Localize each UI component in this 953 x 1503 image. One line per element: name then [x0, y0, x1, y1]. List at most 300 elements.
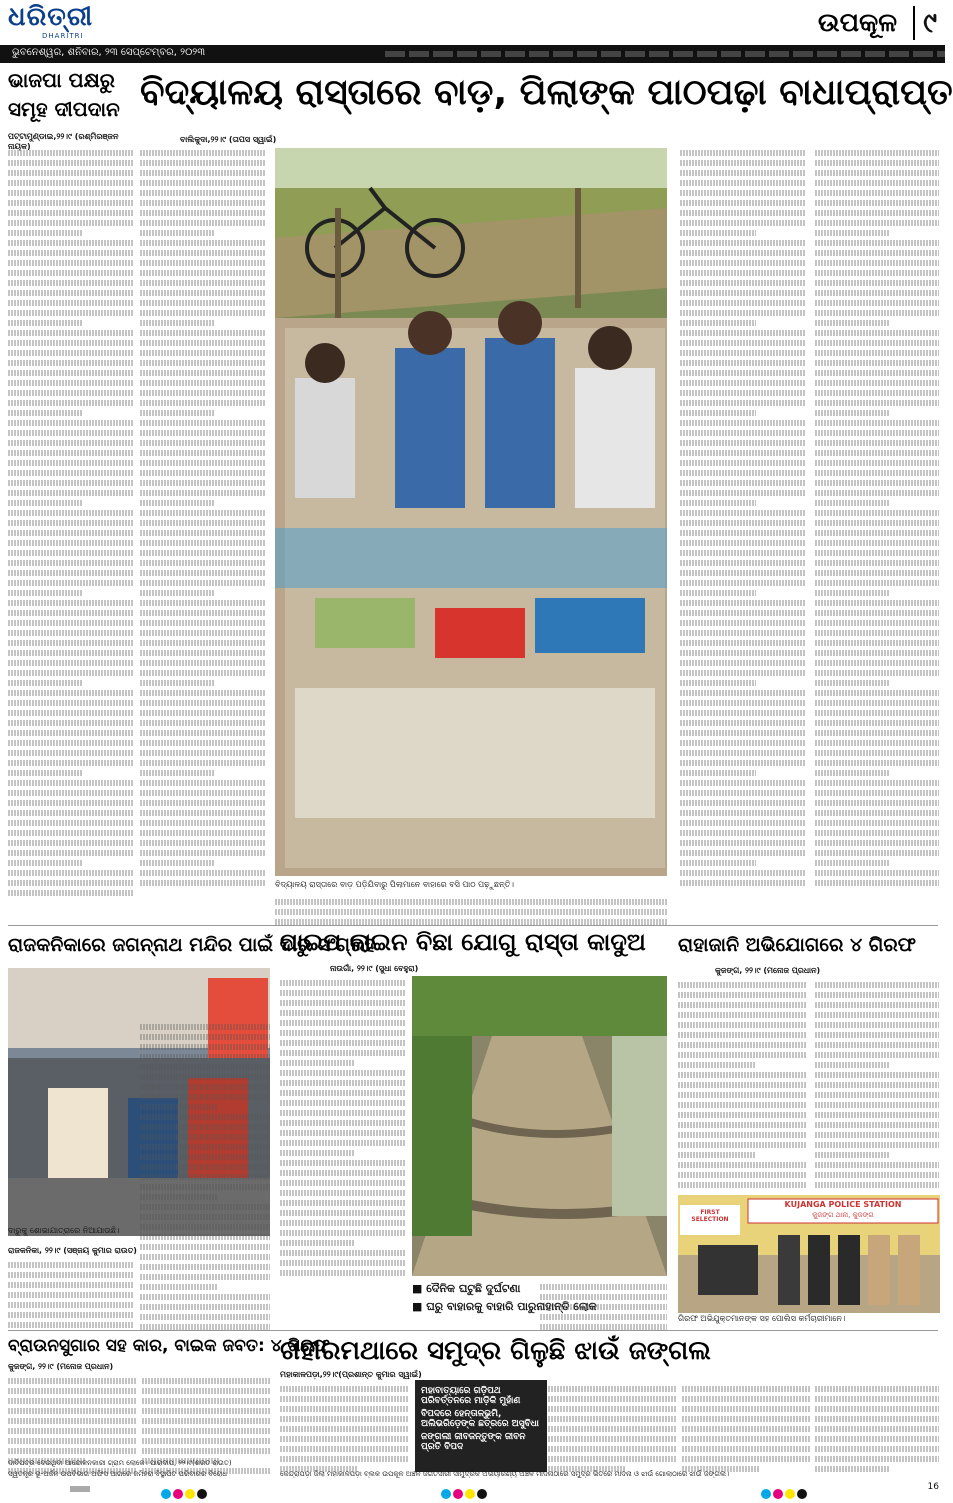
text-line [8, 370, 133, 376]
land-caption: ଦାବିପତ୍ର ଦେଉଥିବା ଆନ୍ଦୋଳନକାରୀ ଗ୍ରାମ ଲୋକେ। [8, 1459, 148, 1467]
text-line [815, 610, 939, 616]
school-headline: ବିଦ୍ୟାଳୟ ରାସ୍ତାରେ ବାଡ଼, ପିଲାଙ୍କ ପାଠପଢ଼ା ବାଧାପ୍ରାପ୍ତ [140, 72, 953, 113]
text-line [280, 1456, 408, 1462]
robbery-headline: ରାହାଜାନି ଅଭିଯୋଗରେ ୪ ଗିରଫ [678, 934, 916, 956]
text-line [275, 909, 667, 915]
text-line [678, 1122, 806, 1128]
land-byline: ପାରାଦୀପ, ୨୨।୯(ଶରତ ରାଉତ) [149, 1459, 232, 1467]
color-dots-3 [760, 1484, 808, 1503]
text-line [140, 170, 265, 176]
text-line [140, 720, 265, 726]
pipeline-bullet-2-text: ଘରୁ ବାହାରକୁ ବାହାରି ପାରୁନାହାନ୍ତି ଲୋକ [426, 1300, 597, 1313]
text-line [680, 710, 806, 716]
text-line [815, 250, 939, 256]
text-line [8, 630, 133, 636]
police-station-sign: KUJANGA POLICE STATION [784, 1200, 902, 1209]
text-line [682, 1426, 810, 1432]
logo-text: ଧରିତ୍ରୀ [8, 2, 94, 32]
text-line [678, 1032, 806, 1038]
text-line [140, 1064, 270, 1070]
text-line [815, 750, 939, 756]
text-line [680, 320, 756, 326]
text-line [140, 740, 265, 746]
text-line [8, 330, 133, 336]
text-line [140, 210, 265, 216]
text-line [680, 210, 806, 216]
text-line [142, 1448, 270, 1454]
text-line [280, 1406, 408, 1412]
text-line [680, 310, 806, 316]
text-line [8, 1398, 136, 1404]
text-line [678, 1102, 806, 1108]
jagannath-caption: ଦାରୁକୁ ଶୋଭାଯାତ୍ରାରେ ନିଆଯାଉଛି। [8, 1226, 120, 1235]
mangrove-caption-2: ସମୁଦ୍ର ଭିତରେ ମାଦନା ଓ ଝାଉଁ ଗୋଲାଠାରେ ଝାଉଁ ଜଙ୍ଗଲ। [570, 1470, 730, 1478]
text-line [815, 780, 939, 786]
text-line [680, 490, 806, 496]
text-line [8, 1262, 133, 1268]
text-line [815, 180, 939, 186]
text-line [540, 1314, 667, 1320]
text-line [815, 470, 939, 476]
divider-2 [8, 1330, 938, 1331]
text-line [680, 470, 806, 476]
text-line [140, 400, 265, 406]
text-line [815, 982, 939, 988]
text-line [680, 230, 756, 236]
text-line [140, 390, 265, 396]
text-line [142, 1398, 270, 1404]
text-line [140, 690, 265, 696]
text-line [815, 590, 889, 596]
text-line [8, 650, 133, 656]
text-line [680, 670, 806, 676]
text-line [280, 1386, 408, 1392]
text-line [540, 1304, 667, 1310]
school-byline: ବାଲିକୁଦା,୨୨।୯ (ତାପସ ସ୍ୱାଇଁ) [180, 135, 277, 144]
text-line [280, 1160, 405, 1166]
text-line [815, 1406, 939, 1412]
text-line [140, 300, 265, 306]
text-line [815, 630, 939, 636]
text-line [140, 580, 265, 586]
text-line [815, 440, 939, 446]
text-line [280, 1180, 405, 1186]
magenta-dot-2 [453, 1489, 463, 1499]
text-line [815, 640, 939, 646]
text-line [140, 1154, 270, 1160]
text-line [815, 280, 939, 286]
text-line [682, 1386, 810, 1392]
reg-mark-1 [70, 1486, 90, 1492]
text-line [140, 1134, 270, 1140]
text-line [140, 510, 265, 516]
text-line [680, 870, 806, 876]
text-line [280, 1200, 405, 1206]
text-line [8, 600, 133, 606]
text-line [680, 240, 806, 246]
text-line [280, 1416, 408, 1422]
text-line [8, 360, 133, 366]
text-line [680, 690, 806, 696]
text-line [8, 750, 133, 756]
text-line [140, 700, 265, 706]
text-line [678, 1052, 806, 1058]
text-line [815, 220, 939, 226]
text-line [815, 400, 939, 406]
text-line [140, 1224, 270, 1230]
text-line [680, 850, 806, 856]
school-photo-svg [275, 148, 667, 876]
text-line [680, 830, 806, 836]
text-line [680, 450, 806, 456]
text-line [8, 180, 133, 186]
text-line [140, 570, 265, 576]
text-line [280, 980, 405, 986]
text-line [680, 370, 806, 376]
bjp-headline-2: ସମୂହ ଦୀପଦାନ [8, 97, 120, 121]
text-line [140, 880, 265, 886]
text-line [678, 1152, 755, 1158]
text-line [680, 360, 806, 366]
color-dots-2 [440, 1484, 488, 1503]
text-line [680, 650, 806, 656]
pipeline-bullet-2: ■ ଘରୁ ବାହାରକୁ ବାହାରି ପାରୁନାହାନ୍ତି ଲୋକ [412, 1300, 597, 1313]
text-line [8, 350, 133, 356]
text-line [815, 1162, 939, 1168]
mangrove-headline: ଗହୀରମଥାରେ ସମୁଦ୍ର ଗିଳୁଛି ଝାଉଁ ଜଙ୍ଗଲ [280, 1336, 711, 1366]
text-line [8, 460, 133, 466]
mangrove-body-3 [682, 1382, 810, 1474]
text-line [8, 300, 133, 306]
text-line [280, 1426, 408, 1432]
text-line [8, 640, 133, 646]
text-line [680, 640, 806, 646]
text-line [815, 880, 939, 886]
text-line [8, 830, 133, 836]
text-line [815, 870, 939, 876]
text-line [8, 420, 133, 426]
text-line [815, 520, 939, 526]
text-line [8, 800, 133, 806]
text-line [815, 1122, 939, 1128]
text-line [680, 500, 756, 506]
text-line [8, 860, 83, 866]
text-line [815, 680, 889, 686]
text-line [680, 270, 806, 276]
text-line [140, 280, 265, 286]
text-line [140, 1194, 218, 1200]
jagannath-body-2 [140, 1020, 270, 1330]
text-line [8, 560, 133, 566]
text-line [8, 150, 133, 156]
text-line [140, 1244, 270, 1250]
text-line [140, 1034, 270, 1040]
text-line [815, 170, 939, 176]
text-line [8, 730, 133, 736]
cyan-dot [161, 1489, 171, 1499]
yellow-dot-3 [785, 1489, 795, 1499]
text-line [8, 720, 133, 726]
text-line [140, 430, 265, 436]
text-line [682, 1456, 810, 1462]
yellow-dot-2 [465, 1489, 475, 1499]
text-line [680, 730, 806, 736]
text-line [8, 770, 83, 776]
text-line [140, 1144, 270, 1150]
text-line [680, 880, 806, 886]
text-line [815, 830, 939, 836]
text-line [280, 1170, 405, 1176]
text-line [8, 240, 133, 246]
text-line [815, 992, 939, 998]
land-headline-2: ଜମିହରା ବିସ୍ଥାପିତ ପରିବାରର ବିରୋଧ [133, 1470, 227, 1478]
text-line [280, 1100, 405, 1106]
text-line [815, 1112, 939, 1118]
text-line [140, 290, 265, 296]
text-line [8, 700, 133, 706]
text-line [280, 1150, 355, 1156]
text-line [815, 1022, 939, 1028]
text-line [678, 992, 806, 998]
mangrove-caption-line [280, 1470, 940, 1479]
text-line [8, 850, 133, 856]
text-line [815, 1132, 939, 1138]
text-line [8, 590, 83, 596]
text-line [815, 560, 939, 566]
text-line [678, 1142, 806, 1148]
text-line [140, 750, 265, 756]
text-line [140, 410, 215, 416]
text-line [815, 1052, 939, 1058]
text-line [680, 660, 806, 666]
brownsugar-byline: କୁଜଙ୍ଗ, ୨୨।୯ (ମନୋଜ ପ୍ରଧାନ) [8, 1362, 114, 1371]
school-body-col3 [680, 146, 806, 886]
text-line [815, 500, 889, 506]
text-line [142, 1438, 270, 1444]
land-caption-line-2 [8, 1459, 270, 1468]
text-line [140, 770, 215, 776]
text-line [280, 990, 405, 996]
page-code: 16 [927, 1482, 939, 1492]
pipeline-bullet-1-text: ଦୈନିକ ଘଟୁଛି ଦୁର୍ଘଟଣା [426, 1282, 521, 1295]
text-line [8, 380, 133, 386]
robbery-caption: ଗିରଫ ଅଭିଯୁକ୍ତମାନଙ୍କ ସହ ପୋଲିସ କର୍ମଚାରୀମାନେ। [678, 1314, 846, 1323]
cyan-dot-3 [761, 1489, 771, 1499]
text-line [140, 1204, 270, 1210]
masthead [0, 0, 945, 44]
text-line [680, 290, 806, 296]
text-line [680, 810, 806, 816]
text-line [140, 1184, 270, 1190]
pipeline-photo [412, 976, 667, 1276]
text-line [680, 720, 806, 726]
text-line [140, 1054, 270, 1060]
text-line [678, 1182, 806, 1188]
text-line [815, 1142, 939, 1148]
text-line [140, 840, 265, 846]
text-line [548, 1436, 676, 1442]
text-line [815, 490, 939, 496]
text-line [680, 440, 806, 446]
text-line [140, 220, 265, 226]
text-line [680, 480, 806, 486]
text-line [8, 1388, 136, 1394]
text-line [8, 530, 133, 536]
text-line [548, 1406, 676, 1412]
text-line [815, 1446, 939, 1452]
text-line [815, 190, 939, 196]
text-line [678, 1042, 806, 1048]
text-line [140, 340, 265, 346]
text-line [140, 530, 265, 536]
text-line [815, 1012, 939, 1018]
text-line [815, 310, 939, 316]
text-line [8, 1438, 136, 1444]
text-line [815, 260, 939, 266]
police-station-sign-odia: କୁଜଙ୍ଗ ଥାନା, କୁଜଙ୍ଗ [812, 1211, 874, 1219]
text-line [678, 1092, 806, 1098]
text-line [815, 710, 939, 716]
text-line [8, 820, 133, 826]
divider-1 [8, 925, 938, 926]
black-dot-3 [797, 1489, 807, 1499]
text-line [8, 410, 83, 416]
text-line [678, 1062, 755, 1068]
text-line [815, 700, 939, 706]
text-line [680, 330, 806, 336]
text-line [140, 1044, 270, 1050]
text-line [140, 550, 265, 556]
text-line [815, 1182, 939, 1188]
text-line [140, 660, 265, 666]
text-line [8, 570, 133, 576]
text-line [8, 510, 133, 516]
bjp-headline-1: ଭାଜପା ପକ୍ଷରୁ [8, 68, 115, 92]
text-line [140, 470, 265, 476]
text-line [140, 330, 265, 336]
text-line [275, 899, 667, 905]
text-line [140, 1124, 270, 1130]
text-line [140, 650, 265, 656]
text-line [280, 1010, 405, 1016]
text-line [680, 680, 756, 686]
text-line [8, 580, 133, 586]
text-line [8, 550, 133, 556]
text-line [8, 170, 133, 176]
yellow-dot [185, 1489, 195, 1499]
color-dots-1 [160, 1484, 208, 1503]
pipeline-photo-svg [412, 976, 667, 1276]
text-line [678, 1162, 806, 1168]
text-line [815, 850, 939, 856]
land-caption-line [8, 1470, 270, 1479]
black-dot [197, 1489, 207, 1499]
text-line [140, 1214, 270, 1220]
text-line [815, 820, 939, 826]
text-line [142, 1388, 270, 1394]
text-line [8, 690, 133, 696]
text-line [682, 1406, 810, 1412]
text-line [140, 810, 265, 816]
text-line [140, 240, 265, 246]
text-line [8, 670, 133, 676]
text-line [140, 760, 265, 766]
text-line [8, 1282, 133, 1288]
text-line [680, 380, 806, 386]
text-line [140, 1114, 270, 1120]
text-line [140, 1234, 270, 1240]
robbery-photo [678, 1195, 940, 1313]
text-line [680, 780, 806, 786]
text-line [8, 740, 133, 746]
magenta-dot-3 [773, 1489, 783, 1499]
text-line [280, 1000, 405, 1006]
text-line [815, 450, 939, 456]
text-line [8, 780, 133, 786]
dateline-bar [0, 45, 945, 63]
text-line [815, 150, 939, 156]
text-line [140, 870, 265, 876]
text-line [140, 440, 265, 446]
text-line [8, 810, 133, 816]
text-line [140, 480, 265, 486]
mangrove-body-1 [280, 1382, 408, 1474]
text-line [280, 1080, 405, 1086]
dateline-text: ଭୁବନେଶ୍ୱର, ଶନିବାର, ୨୩ ସେପ୍ଟେମ୍ବର, ୨୦୨୩ [12, 47, 206, 58]
text-line [815, 1082, 939, 1088]
school-body-col4 [815, 146, 939, 886]
text-line [680, 540, 806, 546]
text-line [815, 740, 939, 746]
text-line [280, 1060, 355, 1066]
text-line [815, 240, 939, 246]
text-line [680, 860, 756, 866]
text-line [815, 330, 939, 336]
text-line [140, 490, 265, 496]
text-line [815, 1172, 939, 1178]
text-line [280, 1396, 408, 1402]
text-line [815, 1062, 889, 1068]
text-line [8, 270, 133, 276]
school-body-col1 [140, 146, 265, 886]
text-line [140, 1164, 270, 1170]
text-line [678, 1002, 806, 1008]
text-line [140, 150, 265, 156]
text-line [815, 1072, 939, 1078]
text-line [140, 190, 265, 196]
text-line [680, 820, 806, 826]
text-line [680, 150, 806, 156]
text-line [280, 1070, 405, 1076]
text-line [8, 470, 133, 476]
section-title: ଉପକୂଳ [817, 8, 897, 38]
text-line [140, 630, 265, 636]
text-line [140, 780, 265, 786]
text-line [140, 790, 265, 796]
text-line [815, 1416, 939, 1422]
text-line [680, 160, 806, 166]
text-line [8, 660, 133, 666]
text-line [815, 1396, 939, 1402]
text-line [8, 620, 133, 626]
text-line [548, 1416, 676, 1422]
text-line [280, 1120, 405, 1126]
text-line [280, 1230, 405, 1236]
text-line [8, 1418, 136, 1424]
text-line [8, 520, 133, 526]
text-line [8, 440, 133, 446]
robbery-byline: କୁଜଙ୍ଗ, ୨୨।୯ (ମନୋଜ ପ୍ରଧାନ) [715, 966, 821, 975]
